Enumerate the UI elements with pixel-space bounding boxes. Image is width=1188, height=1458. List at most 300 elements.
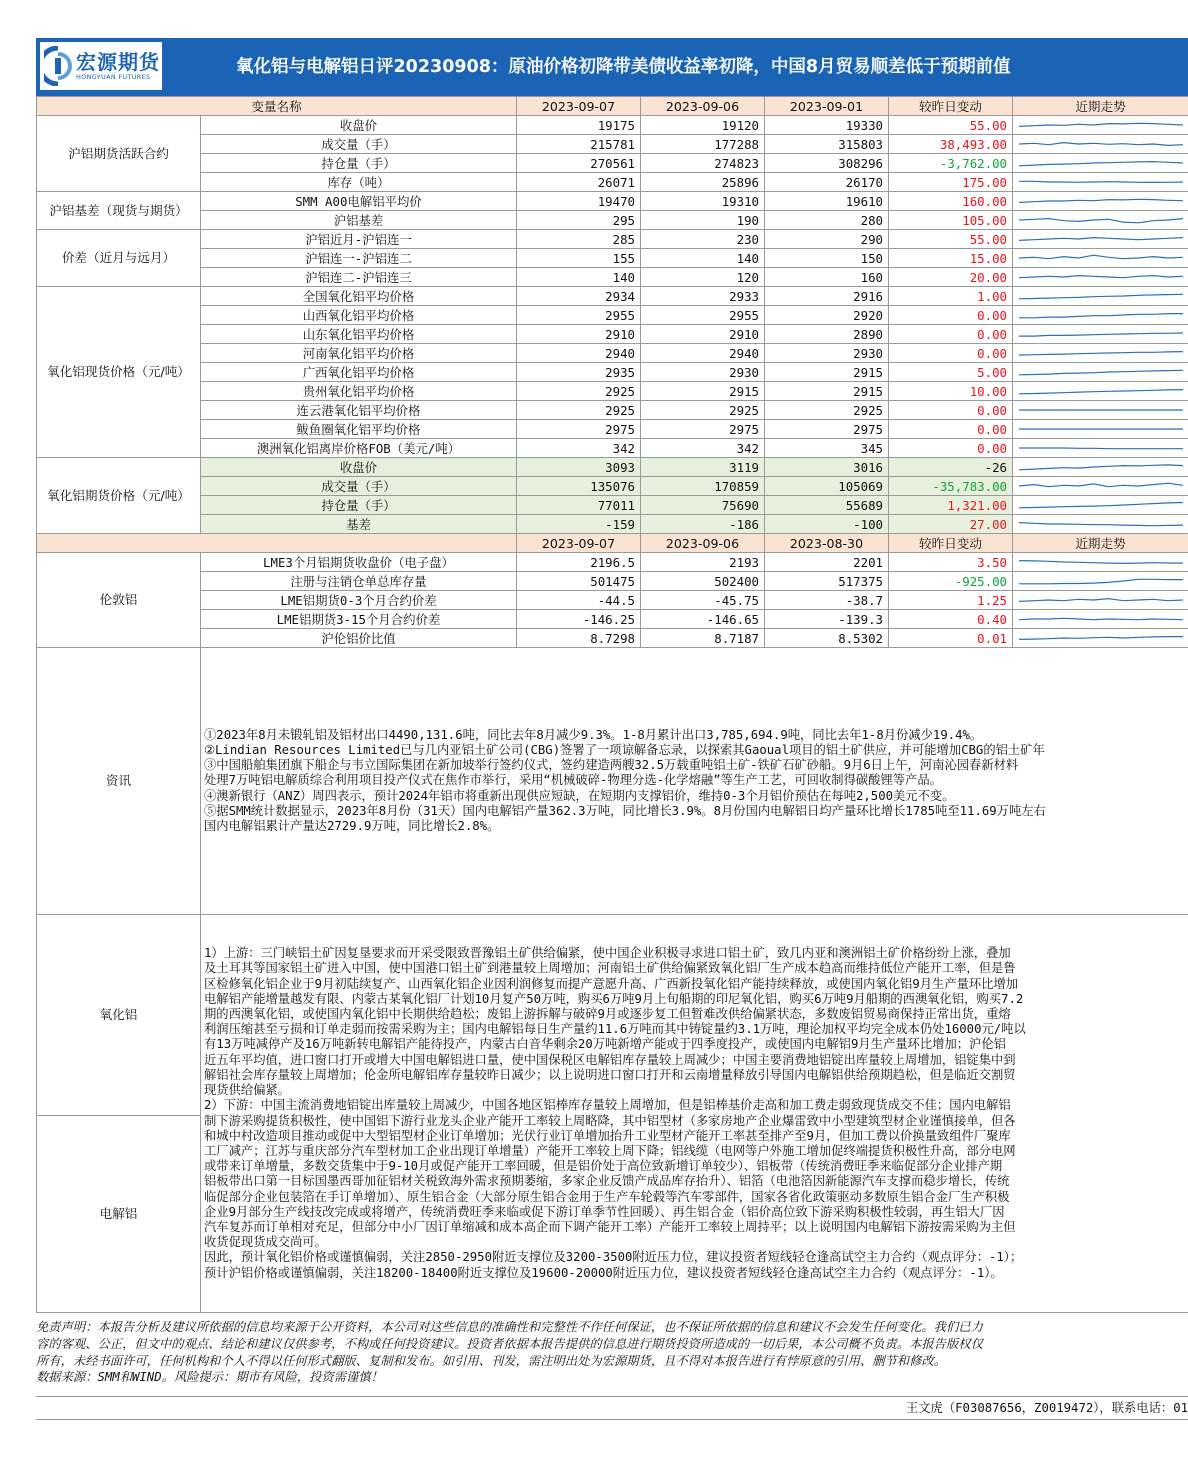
trend-sparkline [1013,344,1188,362]
trend-line [1019,618,1183,619]
value-cell: 8.5302 [765,629,889,648]
trend-sparkline [1013,420,1188,438]
column-header: 2023-09-07 [517,97,641,116]
change-cell: -35,783.00 [889,477,1013,496]
value-cell: 190 [641,211,765,230]
value-cell: 160 [765,268,889,287]
value-cell: -186 [641,515,765,534]
change-cell: -925.00 [889,572,1013,591]
value-cell: 2193 [641,553,765,572]
trend-sparkline [1013,230,1188,248]
value-cell: 19120 [641,116,765,135]
analysis-line: 及土耳其等国家铝土矿进入中国，使中国港口铝土矿到港量较上周增加；河南铝土矿供给偏紧致氧化铝厂生产成本趋高而维持低位产能开工率，但是鲁 [204,961,1016,976]
trend-cell [1013,572,1188,591]
group-label: 价差（近月与远月） [37,230,201,287]
value-cell: 345 [765,439,889,458]
data-row [37,211,1188,230]
variable-name: 成交量（手） [201,477,517,496]
value-cell: 2920 [765,306,889,325]
data-row [37,629,1188,648]
value-cell: 2955 [517,306,641,325]
column-header: 近期走势 [1013,97,1188,116]
news-item: ②Lindian Resources Limited已与几内亚铝土矿公司(CBG)签署了一项谅解备忘录，以探索其Gaoual项目的铝土矿供应，并可能增加CBG的铝土矿年 [204,742,1045,757]
trend-cell [1013,287,1188,306]
change-cell: 38,493.00 [889,135,1013,154]
value-cell: 2915 [641,382,765,401]
value-cell: 2925 [517,401,641,420]
column-header: 较昨日变动 [889,97,1013,116]
change-cell: 55.00 [889,230,1013,249]
trend-cell [1013,249,1188,268]
news-content [201,648,1188,915]
data-row [37,192,1188,211]
trend-line [1019,483,1183,487]
variable-name: 澳洲氧化铝离岸价格FOB（美元/吨） [201,439,517,458]
data-row [37,268,1188,287]
author-contact: 王文虎（F03087656，Z0019472），联系电话：01 [36,1397,1188,1420]
company-logo [40,42,162,90]
analysis-line: 期的西澳氧化铝，或使国内氧化铝中长期供给趋松；废铝上游拆解与破碎9月或逐步复工但暂难改供给偏紧状态，多数废铝贸易商保持正常出货，重熔 [204,1007,1011,1022]
trend-cell [1013,344,1188,363]
trend-sparkline [1013,401,1188,419]
value-cell: -45.75 [641,591,765,610]
value-cell: 274823 [641,154,765,173]
trend-sparkline [1013,382,1188,400]
disclaimer-line: 所有，未经书面许可，任何机构和个人不得以任何形式翻版、复制和发布。如引用、刊发，需注明出处为宏源期货，且不得对本报告进行有悖原意的引用、删节和修改。 [36,1353,946,1368]
trend-sparkline [1013,325,1188,343]
trend-cell [1013,325,1188,344]
data-row [37,306,1188,325]
trend-sparkline [1013,363,1188,381]
variable-name: LME铝期货0-3个月合约价差 [201,591,517,610]
trend-line [1019,352,1183,356]
variable-name: 库存（吨） [201,173,517,192]
change-cell: 15.00 [889,249,1013,268]
alumina-label: 氧化铝 [37,915,201,1116]
analysis-line: 现货供给偏紧。 [204,1083,291,1098]
trend-cell [1013,553,1188,572]
group-label: 氧化铝期货价格（元/吨） [37,458,201,534]
variable-name: 鲅鱼圈氧化铝平均价格 [201,420,517,439]
value-cell: 230 [641,230,765,249]
value-cell: 501475 [517,572,641,591]
trend-line [1019,465,1183,470]
value-cell: -146.65 [641,610,765,629]
trend-cell [1013,154,1188,173]
analysis-line: 制下游采购提货积极性，使中国铝下游行业龙头企业产能开工率较上周略降，其中铝型材（多家房地产企业爆雷致中小型建筑型材企业谨慎接单，但各 [204,1113,1016,1128]
trend-line [1019,333,1183,336]
data-row [37,363,1188,382]
value-cell: 308296 [765,154,889,173]
data-row [37,591,1188,610]
trend-cell [1013,458,1188,477]
variable-name: SMM A00电解铝平均价 [201,192,517,211]
value-cell: 3093 [517,458,641,477]
change-cell: 1,321.00 [889,496,1013,515]
news-item: ④澳新银行（ANZ）周四表示，预计2024年铝市将重新出现供应短缺，在短期内支撑铝价，维持0-3个月铝价预估在每吨2,500美元不变。 [204,788,955,803]
value-cell: 2890 [765,325,889,344]
trend-line [1019,561,1183,564]
trend-sparkline [1013,135,1188,153]
trend-cell [1013,268,1188,287]
trend-sparkline [1013,591,1188,609]
data-row [37,287,1188,306]
analysis-content [201,915,1188,1313]
change-cell: 55.00 [889,116,1013,135]
data-row [37,325,1188,344]
trend-line [1019,162,1183,166]
variable-name: LME3个月铝期货收盘价（电子盘） [201,553,517,572]
analysis-line: 有13万吨减停产及16万吨新转电解铝产能待投产，内蒙古白音华剩余20万吨新增产能或于四季度投产，或使国内电解铝9月生产量环比增加；沪伦铝 [204,1037,1006,1052]
change-cell: 27.00 [889,515,1013,534]
value-cell: -159 [517,515,641,534]
value-cell: 2910 [641,325,765,344]
trend-sparkline [1013,192,1188,210]
trend-cell [1013,439,1188,458]
data-row [37,249,1188,268]
value-cell: 105069 [765,477,889,496]
variable-name: 注册与注销仓单总库存量 [201,572,517,591]
value-cell: 342 [641,439,765,458]
value-cell: 77011 [517,496,641,515]
value-cell: 2930 [641,363,765,382]
value-cell: -100 [765,515,889,534]
value-cell: 280 [765,211,889,230]
value-cell: 26170 [765,173,889,192]
trend-cell [1013,306,1188,325]
variable-name: 广西氧化铝平均价格 [201,363,517,382]
column-header: 近期走势 [1013,534,1188,553]
trend-sparkline [1013,154,1188,172]
variable-name: 河南氧化铝平均价格 [201,344,517,363]
report-header [36,38,1188,96]
analysis-line: 1）上游：三门峡铝土矿因复垦要求而开采受限致晋豫铝土矿供给偏紧，使中国企业积极寻求进口铝土矿，致几内亚和澳洲铝土矿价格纷纷上涨，叠加 [204,946,1011,961]
trend-line [1019,579,1183,584]
market-data-table [36,96,1188,1313]
value-cell: 2934 [517,287,641,306]
value-cell: 2925 [641,401,765,420]
value-cell: 2940 [517,344,641,363]
trend-sparkline [1013,572,1188,590]
data-row [37,458,1188,477]
data-row [37,477,1188,496]
value-cell: 2935 [517,363,641,382]
change-cell: 0.00 [889,439,1013,458]
value-cell: 170859 [641,477,765,496]
variable-name: 沪铝近月-沪铝连一 [201,230,517,249]
trend-sparkline [1013,116,1188,134]
column-header: 2023-08-30 [765,534,889,553]
trend-sparkline [1013,515,1188,533]
trend-cell [1013,591,1188,610]
trend-line [1019,123,1183,126]
header-row [37,97,1188,116]
value-cell: -38.7 [765,591,889,610]
data-row [37,515,1188,534]
trend-line [1019,523,1183,526]
trend-sparkline [1013,211,1188,229]
variable-name: 连云港氧化铝平均价格 [201,401,517,420]
analysis-line: 预计沪铝价格或谨慎偏弱，关注18200-18400附近支撑位及19600-20000附近压力位，建议投资者短线轻仓逢高试空主力合约（观点评分：-1）。 [204,1265,1003,1280]
value-cell: 2975 [641,420,765,439]
trend-line [1019,370,1183,375]
value-cell: 295 [517,211,641,230]
disclaimer-line: 免责声明：本报告分析及建议所依据的信息均来源于公开资料，本公司对这些信息的准确性和完整性不作任何保证，也不保证所依据的信息和建议不会发生任何变化。我们已力 [36,1320,983,1334]
trend-line [1019,238,1183,241]
trend-cell [1013,610,1188,629]
change-cell: 0.40 [889,610,1013,629]
data-row [37,344,1188,363]
data-row [37,173,1188,192]
change-cell: 0.00 [889,344,1013,363]
value-cell: 19470 [517,192,641,211]
value-cell: 2196.5 [517,553,641,572]
news-item: ①2023年8月未锻轧铝及铝材出口4490,131.6吨，同比去年8月减少9.3%。1-8月累计出口3,785,694.9吨，同比去年1-8月份减少19.4%。 [204,727,983,742]
trend-line [1019,314,1183,318]
variable-name: 贵州氧化铝平均价格 [201,382,517,401]
disclaimer [36,1313,1188,1386]
trend-sparkline [1013,477,1188,495]
logo-english-name: HONGYUAN FUTURES [76,73,151,81]
trend-cell [1013,401,1188,420]
value-cell: 25896 [641,173,765,192]
variable-name: 沪伦铝价比值 [201,629,517,648]
news-item: ③中国船舶集团旗下船企与韦立国际集团在新加坡举行签约仪式，签约建造两艘32.5万载重吨铝土矿-铁矿石矿砂船。9月6日上午，河南沁园春新材料 [204,758,1019,773]
variable-name: 沪铝连一-沪铝连二 [201,249,517,268]
news-item: 处理7万吨铝电解质综合利用项目投产仪式在焦作市举行，采用“机械破碎-物理分选-化学熔融”等生产工艺，可回收制得碳酸锂等产品。 [204,773,942,788]
change-cell: 3.50 [889,553,1013,572]
trend-cell [1013,192,1188,211]
variable-name: 沪铝连二-沪铝连三 [201,268,517,287]
column-header: 变量名称 [37,97,517,116]
analysis-line: 或带来订单增量，多数交货集中于9-10月或促产能开工率回暖，但是铝价处于高位致新增订单较少）、铝板带（传统消费旺季来临促部分企业排产期 [204,1159,1003,1174]
trend-line [1019,390,1183,394]
group-label: 氧化铝现货价格（元/吨） [37,287,201,458]
electrolytic-label: 电解铝 [37,1116,201,1313]
analysis-line: 区检修氧化铝企业于9月初陆续复产、山西氧化铝企业因利润修复而提产意愿升高、广西新投氧化铝产能持续释放，或使国内氧化铝9月生产量环比增加 [204,976,1019,991]
logo-mark-icon [44,46,72,86]
data-row [37,230,1188,249]
value-cell: 2915 [765,363,889,382]
analysis-line: 和城中村改造项目推动或促中大型铝型材企业订单增加；光伏行业订单增加抬升工业型材产能开工率甚至排产至9月，但加工费以价换量致组件厂聚库 [204,1128,1011,1143]
value-cell: 2910 [517,325,641,344]
analysis-line: 工厂减产；江苏与重庆部分汽车型材加工企业出现订单增量）产能开工率较上周下降；铝线缆（电网等户外施工增加促终端提货积极性升高，部分电网 [204,1143,1016,1158]
logo-chinese-name: 宏源期货 [76,50,160,74]
value-cell: 3016 [765,458,889,477]
value-cell: 155 [517,249,641,268]
change-cell: 5.00 [889,363,1013,382]
value-cell: 2955 [641,306,765,325]
value-cell: 270561 [517,154,641,173]
column-header: 2023-09-06 [641,534,765,553]
data-row [37,610,1188,629]
trend-line [1019,181,1183,182]
change-cell: 0.00 [889,325,1013,344]
value-cell: 19310 [641,192,765,211]
data-row [37,116,1188,135]
trend-sparkline [1013,439,1188,457]
trend-line [1019,219,1183,223]
column-header: 2023-09-01 [765,97,889,116]
header-blank [37,534,517,553]
trend-line [1019,276,1183,278]
analysis-line: 因此，预计氧化铝价格或谨慎偏弱，关注2850-2950附近支撑位及3200-3500附近压力位，建议投资者短线轻仓逢高试空主力合约（观点评分：-1）； [204,1250,1023,1265]
value-cell: 140 [517,268,641,287]
alumina-analysis-row [37,915,1188,1116]
value-cell: 2933 [641,287,765,306]
group-label: 沪铝基差（现货与期货） [37,192,201,230]
trend-line [1019,294,1183,299]
data-row [37,401,1188,420]
value-cell: 2975 [765,420,889,439]
value-cell: 177288 [641,135,765,154]
trend-sparkline [1013,553,1188,571]
data-row [37,439,1188,458]
group-label: 沪铝期货活跃合约 [37,116,201,192]
value-cell: 150 [765,249,889,268]
header-row [37,534,1188,553]
value-cell: 290 [765,230,889,249]
news-item: ⑤据SMM统计数据显示，2023年8月份（31天）国内电解铝产量362.3万吨，同比增长3.9%。8月份国内电解铝日均产量环比增长1785吨至11.69万吨左右 [204,803,1046,818]
value-cell: 517375 [765,572,889,591]
trend-line [1019,599,1183,602]
trend-cell [1013,116,1188,135]
trend-line [1019,448,1183,449]
change-cell: 0.01 [889,629,1013,648]
trend-sparkline [1013,287,1188,305]
value-cell: 285 [517,230,641,249]
data-row [37,382,1188,401]
trend-cell [1013,382,1188,401]
variable-name: 持仓量（手） [201,154,517,173]
value-cell: 2925 [765,401,889,420]
value-cell: 8.7187 [641,629,765,648]
column-header: 较昨日变动 [889,534,1013,553]
value-cell: -44.5 [517,591,641,610]
analysis-line: 铝板带出口第一目标国墨西哥加征铝材关税致海外需求预期萎缩，多家企业反馈产成品库存抬升）、铝箔（电池箔因新能源汽车支撑而稳步增长，传统 [204,1174,1010,1189]
group-label: 伦敦铝 [37,553,201,648]
trend-line [1019,143,1183,146]
analysis-line: 解铝社会库存量较上周增加；伦金所电解铝库存量较昨日减少；以上说明进口窗口打开和云南增量释放引导国内电解铝供给预期趋松，但是临近交割贸 [204,1067,1016,1082]
trend-line [1019,199,1183,202]
change-cell: 0.00 [889,420,1013,439]
value-cell: 26071 [517,173,641,192]
data-row [37,154,1188,173]
trend-sparkline [1013,173,1188,191]
variable-name: 山东氧化铝平均价格 [201,325,517,344]
change-cell: 10.00 [889,382,1013,401]
trend-sparkline [1013,458,1188,476]
trend-cell [1013,230,1188,249]
data-row [37,135,1188,154]
value-cell: 2940 [641,344,765,363]
news-label: 资讯 [37,648,201,915]
value-cell: 2201 [765,553,889,572]
change-cell: 1.00 [889,287,1013,306]
trend-cell [1013,173,1188,192]
value-cell: 2915 [765,382,889,401]
data-row [37,572,1188,591]
variable-name: 收盘价 [201,458,517,477]
trend-cell [1013,477,1188,496]
value-cell: 19330 [765,116,889,135]
value-cell: 19175 [517,116,641,135]
data-row [37,553,1188,572]
column-header: 2023-09-06 [641,97,765,116]
value-cell: 19610 [765,192,889,211]
value-cell: 2925 [517,382,641,401]
trend-sparkline [1013,306,1188,324]
analysis-line: 利润压缩甚至亏损和订单走弱而按需采购为主；国内电解铝每日生产量约11.6万吨而其中铸锭量约3.1万吨，理论加权平均完全成本仍处16000元/吨以 [204,1022,1026,1037]
value-cell: 120 [641,268,765,287]
variable-name: 沪铝基差 [201,211,517,230]
news-row [37,648,1188,915]
data-row [37,496,1188,515]
change-cell: 160.00 [889,192,1013,211]
analysis-line: 临促部分企业包装箔在手订单增加）、原生铝合金（大部分原生铝合金用于生产车轮毂等汽车零部件，国家各省化政策驱动多数原生铝合金厂生产积极 [204,1189,1010,1204]
analysis-line: 近五年平均值，进口窗口打开或增大中国电解铝进口量，使中国保税区电解铝库存量较上周减少；中国主要消费地铝锭出库量较上周增加，铝锭集中到 [204,1052,1016,1067]
change-cell: 20.00 [889,268,1013,287]
variable-name: LME铝期货3-15个月合约价差 [201,610,517,629]
variable-name: 收盘价 [201,116,517,135]
value-cell: 8.7298 [517,629,641,648]
trend-cell [1013,515,1188,534]
value-cell: 140 [641,249,765,268]
value-cell: 135076 [517,477,641,496]
value-cell: 215781 [517,135,641,154]
trend-cell [1013,135,1188,154]
trend-cell [1013,629,1188,648]
change-cell: 1.25 [889,591,1013,610]
analysis-line: 汽车复苏而订单相对充足，但部分中小厂因订单缩减和成本高企而下调产能开工率）产能开工率较上周持平；以上说明国内电解铝下游按需采购为主但 [204,1219,1016,1234]
trend-sparkline [1013,629,1188,647]
disclaimer-line: 数据来源：SMM和WIND。风险提示：期市有风险，投资需谨慎！ [36,1370,383,1385]
value-cell: 2975 [517,420,641,439]
trend-sparkline [1013,610,1188,628]
value-cell: 3119 [641,458,765,477]
variable-name: 山西氧化铝平均价格 [201,306,517,325]
value-cell: 342 [517,439,641,458]
change-cell: 175.00 [889,173,1013,192]
analysis-line: 收货促现货成交尚可。 [204,1235,327,1250]
value-cell: 55689 [765,496,889,515]
variable-name: 成交量（手） [201,135,517,154]
report-sheet [36,38,1188,1420]
change-cell: 105.00 [889,211,1013,230]
change-cell: 0.00 [889,306,1013,325]
trend-sparkline [1013,249,1188,267]
change-cell: -26 [889,458,1013,477]
variable-name: 持仓量（手） [201,496,517,515]
trend-cell [1013,211,1188,230]
analysis-line: 企业9月部分生产线技改完成或将增产，传统消费旺季来临或促下游订单季节性回暖）、再生铝合金（铝价高位致下游采购积极性较弱，再生铝大厂因 [204,1204,1005,1219]
news-item: 国内电解铝累计产量达2729.9万吨，同比增长2.8%。 [204,819,500,833]
report-title: 氧化铝与电解铝日评20230908：原油价格初降带美债收益率初降，中国8月贸易顺差低于预期前值 [236,57,1011,77]
change-cell: -3,762.00 [889,154,1013,173]
value-cell: 2916 [765,287,889,306]
column-header: 2023-09-07 [517,534,641,553]
value-cell: 2930 [765,344,889,363]
value-cell: 502400 [641,572,765,591]
change-cell: 0.00 [889,401,1013,420]
analysis-line: 电解铝产能增量越发有限、内蒙古某氧化铝厂计划10月复产50万吨，购买6万吨9月上旬船期的印尼氧化铝，购买6万吨9月船期的西澳氧化铝，购买7.2 [204,991,1024,1006]
trend-cell [1013,496,1188,515]
value-cell: 315803 [765,135,889,154]
value-cell: -139.3 [765,610,889,629]
trend-line [1019,255,1183,259]
variable-name: 基差 [201,515,517,534]
data-row [37,420,1188,439]
